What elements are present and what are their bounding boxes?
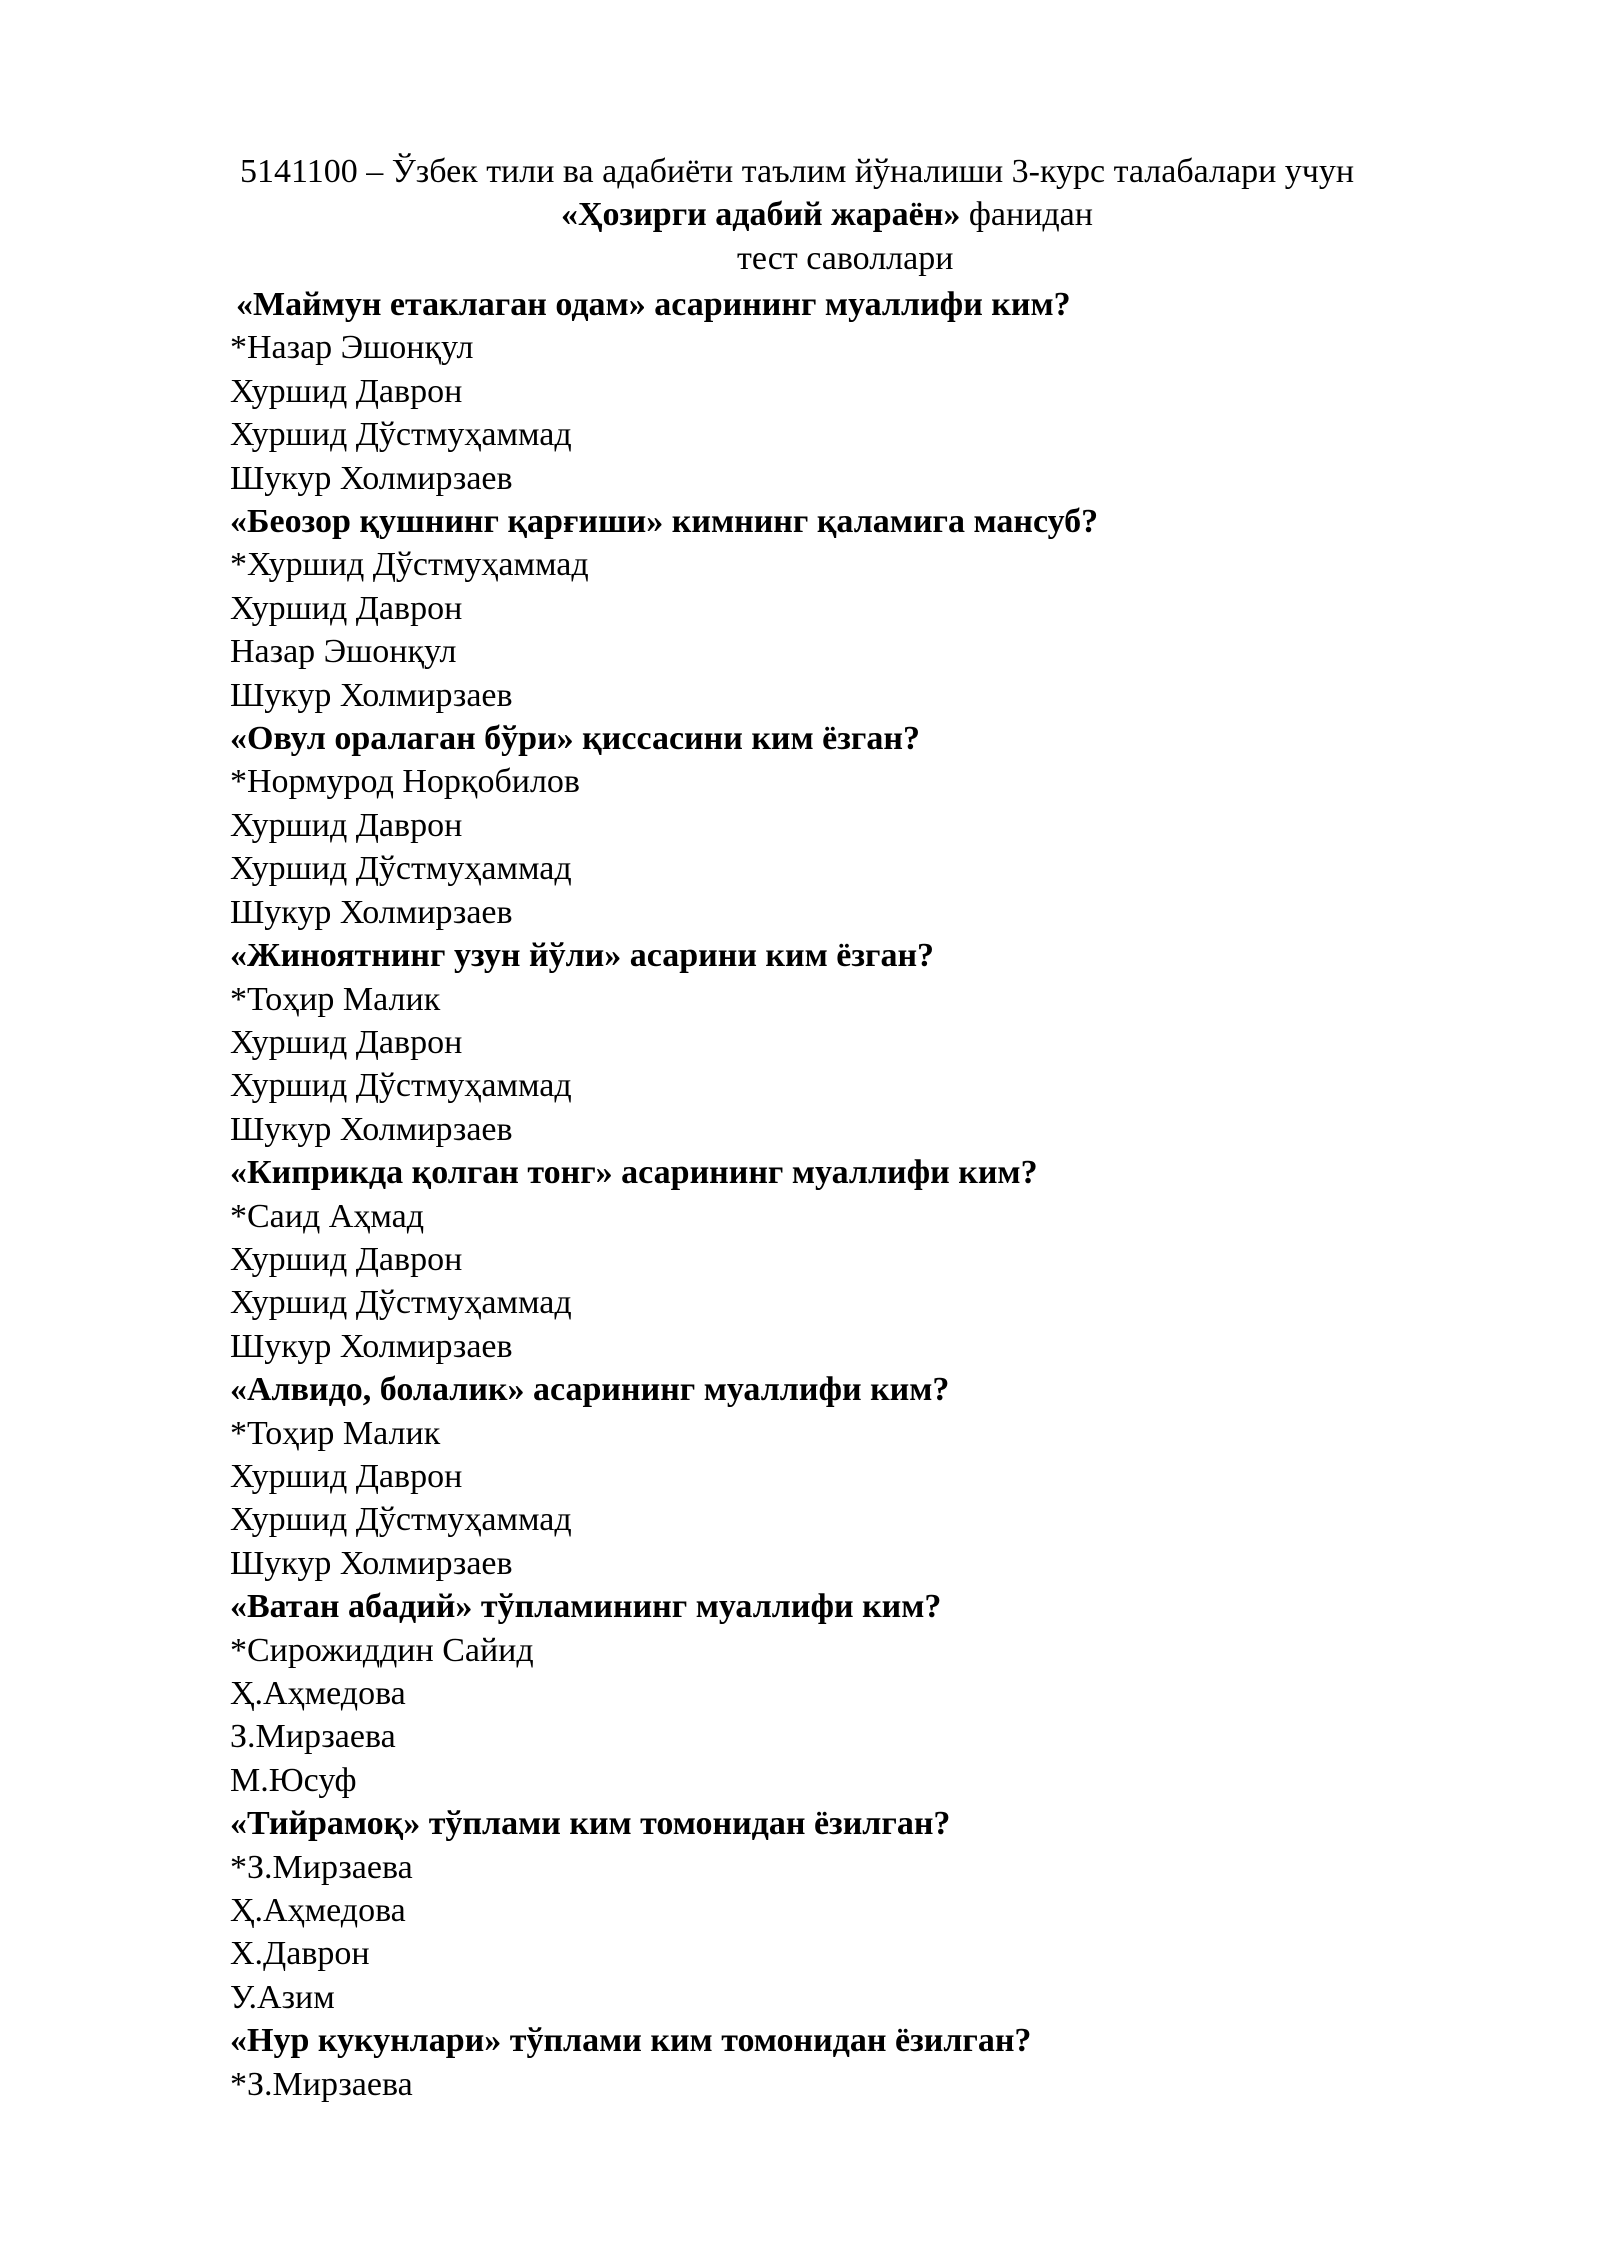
answer-option: Хуршид Дўстмуҳаммад xyxy=(230,1067,572,1105)
question-text: «Алвидо, болалик» асарининг муаллифи ким? xyxy=(230,1371,950,1409)
answer-option: Шукур Холмирзаев xyxy=(230,1110,513,1148)
answer-option-correct: *З.Мирзаева xyxy=(230,1848,413,1886)
question-list xyxy=(230,283,1530,2106)
answer-option: Хуршид Даврон xyxy=(230,806,463,844)
answer-option: Хуршид Дўстмуҳаммад xyxy=(230,416,572,454)
answer-option: Хуршид Дўстмуҳаммад xyxy=(230,1284,572,1322)
answer-option: Хуршид Дўстмуҳаммад xyxy=(230,850,572,888)
answer-option: Хуршид Даврон xyxy=(230,1023,463,1061)
answer-option: Хуршид Даврон xyxy=(230,372,463,410)
answer-option-correct: *Нормурод Норқобилов xyxy=(230,763,580,801)
question-text: «Киприкда қолган тонг» асарининг муаллифи ким? xyxy=(230,1154,1038,1192)
question-block xyxy=(230,717,1530,934)
answer-option-correct: *Тоҳир Малик xyxy=(230,980,441,1018)
question-block xyxy=(230,2019,1530,2106)
question-block xyxy=(230,283,1530,500)
answer-option: Шукур Холмирзаев xyxy=(230,1327,513,1365)
subject-title: «Ҳозирги адабий жараён» xyxy=(561,196,961,234)
question-text: «Нур кукунлари» тўплами ким томонидан ёзилган? xyxy=(230,2022,1032,2060)
answer-option: Ҳ.Аҳмедова xyxy=(230,1675,406,1712)
question-block xyxy=(230,1368,1530,1585)
answer-option: Шукур Холмирзаев xyxy=(230,893,513,931)
header-subject-line xyxy=(0,193,1600,236)
answer-option: З.Мирзаева xyxy=(230,1718,396,1756)
answer-option-correct: *Тоҳир Малик xyxy=(230,1414,441,1452)
answer-option: Шукур Холмирзаев xyxy=(230,459,513,497)
question-text: «Тийрамоқ» тўплами ким томонидан ёзилган? xyxy=(230,1805,951,1843)
answer-option-correct: *З.Мирзаева xyxy=(230,2065,413,2103)
question-text: «Маймун етаклаган одам» асарининг муаллифи ким? xyxy=(236,286,1071,323)
answer-option-correct: *Сирожиддин Сайид xyxy=(230,1631,534,1669)
answer-option: Хуршид Дўстмуҳаммад xyxy=(230,1501,572,1539)
question-block xyxy=(230,934,1530,1151)
question-block xyxy=(230,1585,1530,1802)
question-block xyxy=(230,1802,1530,2019)
answer-option-correct: *Хуршид Дўстмуҳаммад xyxy=(230,546,589,584)
question-text: «Овул оралаган бўри» қиссасини ким ёзган? xyxy=(230,720,920,758)
answer-option-correct: *Саид Аҳмад xyxy=(230,1197,424,1235)
subject-suffix: фанидан xyxy=(960,196,1093,234)
header-program-line: 5141100 – Ўзбек тили ва адабиёти таълим йўналиши 3-курс талабалари учун xyxy=(240,153,1355,190)
answer-option: У.Азим xyxy=(230,1978,335,2016)
answer-option: Назар Эшонқул xyxy=(230,633,457,671)
answer-option-correct: *Назар Эшонқул xyxy=(230,329,474,367)
answer-option: Шукур Холмирзаев xyxy=(230,1544,513,1582)
document-header xyxy=(0,150,1600,280)
question-block xyxy=(230,500,1530,717)
answer-option: Ҳ.Аҳмедова xyxy=(230,1892,406,1930)
question-text: «Ватан абадий» тўпламининг муаллифи ким? xyxy=(230,1588,942,1626)
answer-option: Хуршид Даврон xyxy=(230,589,463,627)
header-test-title: тест саволлари xyxy=(737,239,954,277)
answer-option: Х.Даврон xyxy=(230,1935,370,1973)
question-text: «Беозор қушнинг қарғиши» кимнинг қаламига мансуб? xyxy=(230,503,1099,541)
question-text: «Жиноятнинг узун йўли» асарини ким ёзган? xyxy=(230,937,935,975)
answer-option: Хуршид Даврон xyxy=(230,1457,463,1495)
question-block xyxy=(230,1151,1530,1368)
answer-option: М.Юсуф xyxy=(230,1761,357,1799)
answer-option: Шукур Холмирзаев xyxy=(230,676,513,714)
answer-option: Хуршид Даврон xyxy=(230,1240,463,1278)
